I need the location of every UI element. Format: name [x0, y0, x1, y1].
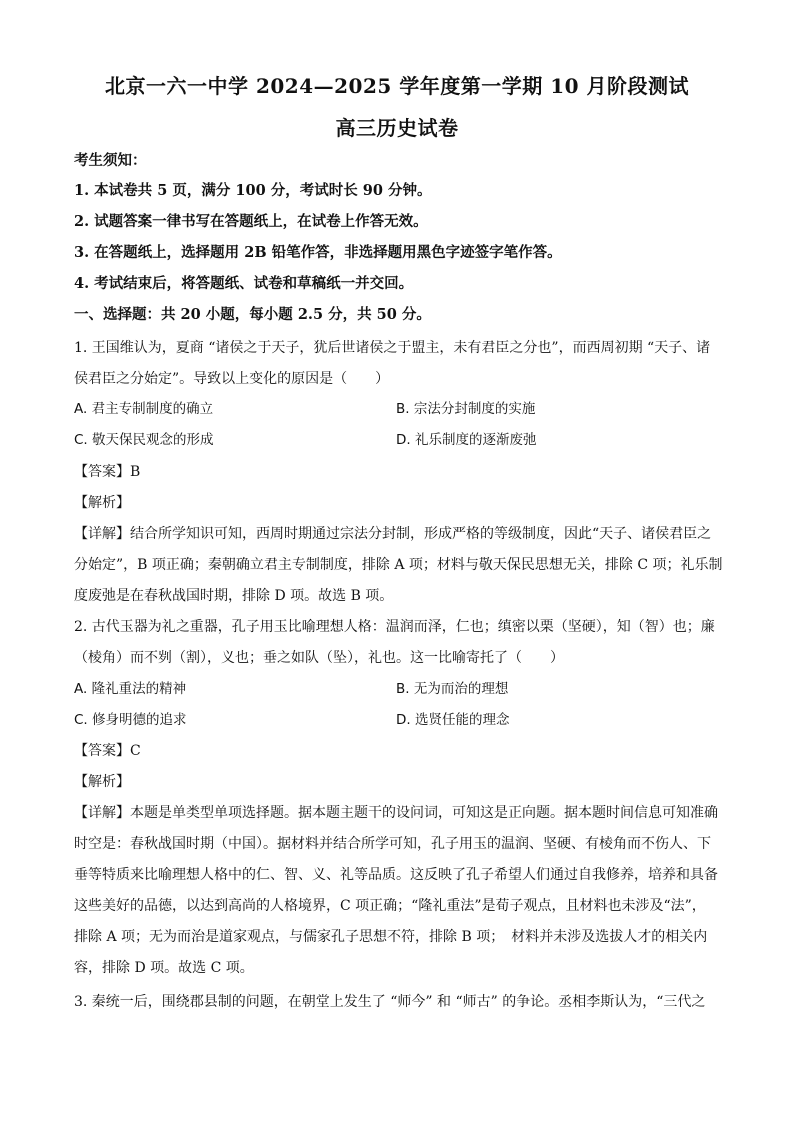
option-b: B. 无为而治的理想	[396, 681, 509, 697]
answer-label: 【答案】B	[74, 464, 141, 480]
detail-line: 时空是：春秋战国时期（中国）。据材料并结合所学可知，孔子用玉的温润、坚硬、有棱角而不伤人、下	[74, 836, 711, 852]
notice-item: 1. 本试卷共 5 页，满分 100 分，考试时长 90 分钟。	[74, 182, 432, 199]
exam-title: 北京一六一中学 2024—2025 学年度第一学期 10 月阶段测试	[104, 74, 689, 98]
detail-line: 垂等特质来比喻理想人格中的仁、智、义、礼等品质。这反映了孔子希望人们通过自我修养，培养和具备	[74, 867, 718, 883]
question-stem-line: 1. 王国维认为，夏商 “诸侯之于天子，犹后世诸侯之于盟主，未有君臣之分也”，而西周初期 “天子、诸	[74, 340, 711, 356]
section-heading: 一、选择题：共 20 小题，每小题 2.5 分，共 50 分。	[74, 306, 431, 323]
question-stem-line: 2. 古代玉器为礼之重器，孔子用玉比喻理想人格：温润而泽，仁也；缜密以栗（坚硬），知（智）也；廉	[74, 619, 715, 635]
detail-line: 【详解】本题是单类型单项选择题。据本题主题干的设问词，可知这是正向题。据本题时间信息可知准确	[74, 805, 718, 821]
option-b: B. 宗法分封制度的实施	[396, 401, 536, 417]
option-a: A. 君主专制制度的确立	[74, 401, 214, 417]
option-c: C. 敬天保民观念的形成	[74, 432, 214, 448]
detail-line: 排除 A 项；无为而治是道家观点，与儒家孔子思想不符，排除 B 项； 材料并未涉及选拔人才的相关内	[74, 929, 708, 945]
detail-line: 【详解】结合所学知识可知，西周时期通过宗法分封制，形成严格的等级制度，因此“天子、诸侯君臣之	[74, 526, 712, 542]
notice-item: 4. 考试结束后，将答题纸、试卷和草稿纸一并交回。	[74, 275, 414, 292]
option-a: A. 隆礼重法的精神	[74, 681, 187, 697]
question-stem-line: 3. 秦统一后，围绕郡县制的问题，在朝堂上发生了 “师今” 和 “师古” 的争论。丞相李斯认为，“三代之	[74, 994, 706, 1010]
option-d: D. 礼乐制度的逐渐废弛	[396, 432, 537, 448]
analysis-label: 【解析】	[74, 495, 130, 511]
detail-line: 容，排除 D 项。故选 C 项。	[74, 960, 254, 976]
notice-heading: 考生须知：	[74, 152, 147, 169]
question-stem-line: （棱角）而不刿（割），义也；垂之如队（坠），礼也。这一比喻寄托了（ ）	[74, 650, 564, 666]
notice-item: 2. 试题答案一律书写在答题纸上，在试卷上作答无效。	[74, 213, 428, 230]
detail-line: 度废弛是在春秋战国时期，排除 D 项。故选 B 项。	[74, 588, 394, 604]
notice-item: 3. 在答题纸上，选择题用 2B 铅笔作答，非选择题用黑色字迹签字笔作答。	[74, 244, 562, 261]
detail-line: 分始定”，B 项正确；秦朝确立君主专制制度，排除 A 项；材料与敬天保民思想无关，排除 C 项；礼乐制	[74, 557, 723, 573]
analysis-label: 【解析】	[74, 774, 130, 790]
option-d: D. 选贤任能的理念	[396, 712, 510, 728]
exam-subtitle: 高三历史试卷	[335, 116, 459, 140]
answer-label: 【答案】C	[74, 743, 141, 759]
option-c: C. 修身明德的追求	[74, 712, 187, 728]
question-stem-line: 侯君臣之分始定”。导致以上变化的原因是（ ）	[74, 371, 390, 387]
detail-line: 这些美好的品德，以达到高尚的人格境界，C 项正确；“隆礼重法”是荀子观点，且材料也未涉及“法”，	[74, 898, 706, 914]
